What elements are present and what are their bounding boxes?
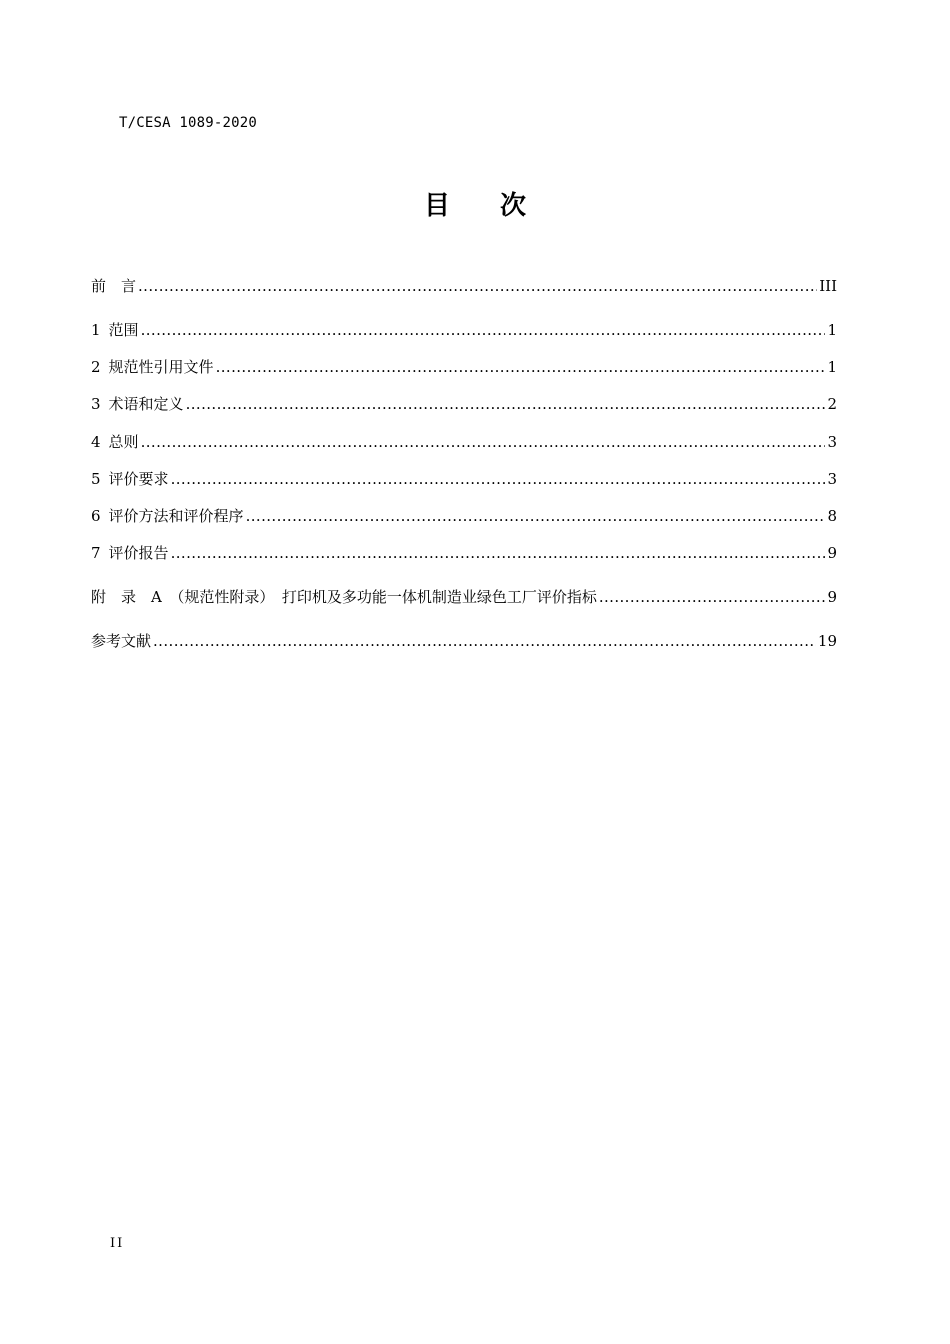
toc-entry-evaluation-report[interactable] xyxy=(91,541,837,565)
toc-entry-number: 7 xyxy=(91,544,101,562)
page-number: II xyxy=(110,1236,125,1251)
toc-entry-text: 规范性引用文件 xyxy=(108,358,214,376)
toc-dot-leader xyxy=(216,355,826,379)
toc-entry-page: 8 xyxy=(827,507,837,525)
toc-entry-text: 评价要求 xyxy=(108,470,169,488)
toc-entry-scope[interactable] xyxy=(91,318,837,342)
toc-dot-leader xyxy=(153,629,816,653)
toc-dot-leader xyxy=(141,318,826,342)
toc-entry-page: 1 xyxy=(827,321,837,339)
toc-entry-label: 前 言 xyxy=(91,277,137,295)
toc-dot-leader xyxy=(141,430,826,454)
toc-entry-label xyxy=(91,355,214,379)
toc-entry-page: 1 xyxy=(827,358,837,376)
toc-entry-label: 参考文献 xyxy=(91,632,152,650)
toc-dot-leader xyxy=(246,504,826,528)
toc-entry-text: 评价报告 xyxy=(108,544,169,562)
toc-dot-leader xyxy=(171,541,826,565)
toc-entry-label: 附 录 A （规范性附录） 打印机及多功能一体机制造业绿色工厂评价指标 xyxy=(91,588,597,606)
toc-entry-label xyxy=(91,467,169,491)
toc-entry-page: 19 xyxy=(817,632,837,650)
toc-entry-number: 4 xyxy=(91,433,101,451)
toc-entry-text: 总则 xyxy=(108,433,139,451)
toc-entry-label xyxy=(91,392,184,416)
toc-entry-appendix-a[interactable] xyxy=(91,585,837,609)
toc-entry-page: 3 xyxy=(827,433,837,451)
toc-entry-general-principles[interactable] xyxy=(91,430,837,454)
toc-entry-label xyxy=(91,430,139,454)
toc-entry-evaluation-methods[interactable] xyxy=(91,504,837,528)
toc-entry-number: 6 xyxy=(91,507,101,525)
toc-entry-number: 3 xyxy=(91,395,101,413)
toc-entry-label xyxy=(91,504,244,528)
toc-title-char-1: 目 xyxy=(423,191,450,221)
toc-entry-text: 评价方法和评价程序 xyxy=(108,507,244,525)
toc-dot-leader xyxy=(138,274,817,298)
toc-entry-label xyxy=(91,318,139,342)
toc-dot-leader xyxy=(186,392,826,416)
toc-entry-foreword[interactable] xyxy=(91,274,837,298)
toc-entry-evaluation-requirements[interactable] xyxy=(91,467,837,491)
toc-entry-number: 2 xyxy=(91,358,101,376)
toc-entry-terms-definitions[interactable] xyxy=(91,392,837,416)
toc-entry-bibliography[interactable] xyxy=(91,629,837,653)
toc-entry-page: 9 xyxy=(827,588,837,606)
toc-entry-normative-references[interactable] xyxy=(91,355,837,379)
toc-entry-page: 9 xyxy=(827,544,837,562)
toc-entry-page: 2 xyxy=(827,395,837,413)
standard-code: T/CESA 1089-2020 xyxy=(119,115,258,131)
toc-entry-page: III xyxy=(819,277,837,295)
toc-entry-text: 术语和定义 xyxy=(108,395,184,413)
toc-entry-number: 5 xyxy=(91,470,101,488)
toc-entry-text: 范围 xyxy=(108,321,139,339)
toc-entry-page: 3 xyxy=(827,470,837,488)
toc-dot-leader xyxy=(599,585,826,609)
toc-title xyxy=(0,190,950,222)
toc-entry-label xyxy=(91,541,169,565)
toc-entry-number: 1 xyxy=(91,321,101,339)
toc-title-char-2: 次 xyxy=(500,191,527,221)
toc-dot-leader xyxy=(171,467,826,491)
